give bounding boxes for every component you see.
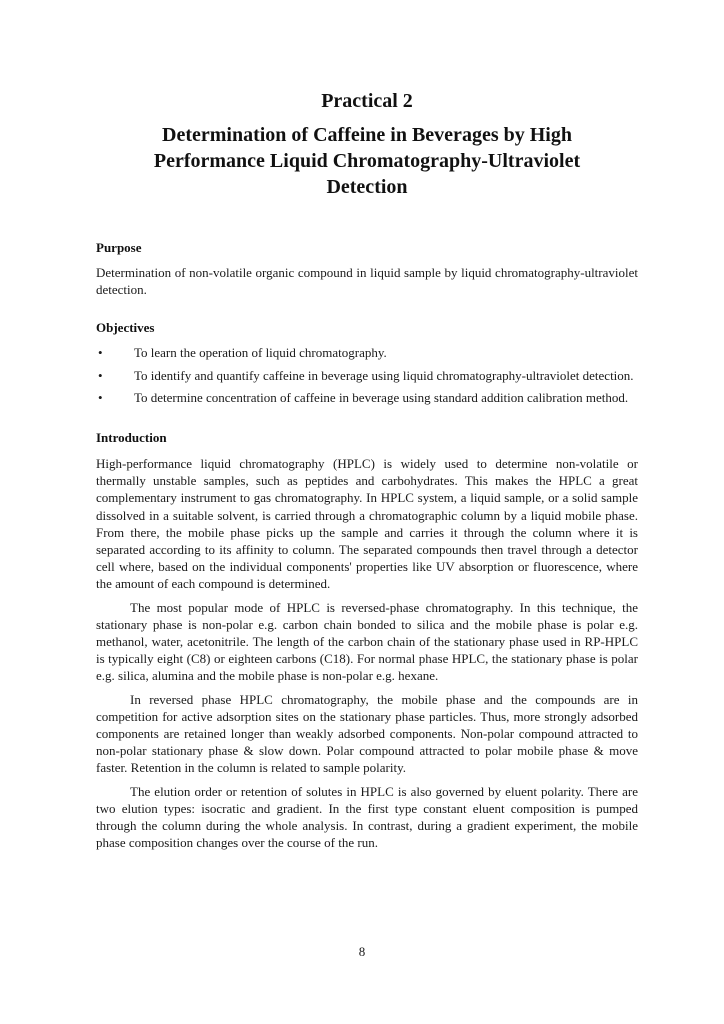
title-line-2: Performance Liquid Chromatography-Ultraviolet	[153, 150, 581, 172]
title-line-3: Detection	[326, 176, 408, 198]
document-header	[96, 88, 638, 200]
introduction-heading: Introduction	[96, 430, 167, 446]
bullet-icon: •	[98, 389, 103, 405]
objective-item	[96, 344, 638, 361]
objectives-list	[96, 344, 638, 406]
page-number: 8	[358, 944, 366, 959]
purpose-section	[96, 240, 638, 298]
objective-item	[96, 389, 638, 406]
title-line-1: Determination of Caffeine in Beverages by High	[162, 124, 572, 146]
bullet-icon: •	[98, 367, 103, 383]
introduction-section	[96, 430, 638, 851]
document-page	[96, 88, 638, 851]
introduction-paragraph: High-performance liquid chromatography (HPLC) is widely used to determine non-volatile or thermally unstable samples, such as peptides and carbohydrates. This makes the HPLC a great complementary instrument to gas chromatography. In HPLC system, a liquid sample, or a solid sample dissolved in a suitable solvent, is carried through a chromatographic column by a liquid mobile phase. From there, the mobile phase picks up the sample and carries it through the column where it is separated according to its affinity to column. The separated compounds then travel through a detector cell where, based on the individual components' properties like UV absorption or fluorescence, where the amount of each compound is determined.	[96, 456, 638, 592]
introduction-paragraph: The most popular mode of HPLC is reversed-phase chromatography. In this technique, the stationary phase is non-polar e.g. carbon chain bonded to silica and the mobile phase is polar e.g. methanol, water, acetonitrile. The length of the carbon chain of the stationary phase used in RP-HPLC is typically eight (C8) or eighteen carbons (C18). For normal phase HPLC, the stationary phase is polar e.g. silica, alumina and the mobile phase is non-polar e.g. hexane.	[96, 599, 638, 684]
objective-item	[96, 367, 638, 384]
practical-label: Practical 2	[321, 90, 413, 112]
objective-text: To determine concentration of caffeine in beverage using standard addition calibration method.	[134, 389, 629, 405]
introduction-paragraph: The elution order or retention of solutes in HPLC is also governed by eluent polarity. There are two elution types: isocratic and gradient. In the first type constant eluent composition is pumped through the column during the whole analysis. In contrast, during a gradient experiment, the mobile phase composition changes over the course of the run.	[96, 783, 638, 851]
objectives-heading: Objectives	[96, 320, 155, 336]
introduction-paragraph: In reversed phase HPLC chromatography, the mobile phase and the compounds are in competition for active adsorption sites on the stationary phase particles. Thus, more strongly adsorbed components are retained longer than weakly adsorbed components. Non-polar compound attracted to non-polar stationary phase & slow down. Polar compound attracted to polar mobile phase & move faster. Retention in the column is related to sample polarity.	[96, 691, 638, 776]
bullet-icon: •	[98, 345, 103, 361]
purpose-text: Determination of non-volatile organic compound in liquid sample by liquid chromatography-ultraviolet detection.	[96, 265, 638, 298]
objective-text: To identify and quantify caffeine in beverage using liquid chromatography-ultraviolet detection.	[134, 367, 634, 383]
purpose-heading: Purpose	[96, 240, 142, 255]
objective-text: To learn the operation of liquid chromatography.	[134, 345, 387, 361]
objectives-section	[96, 320, 638, 406]
